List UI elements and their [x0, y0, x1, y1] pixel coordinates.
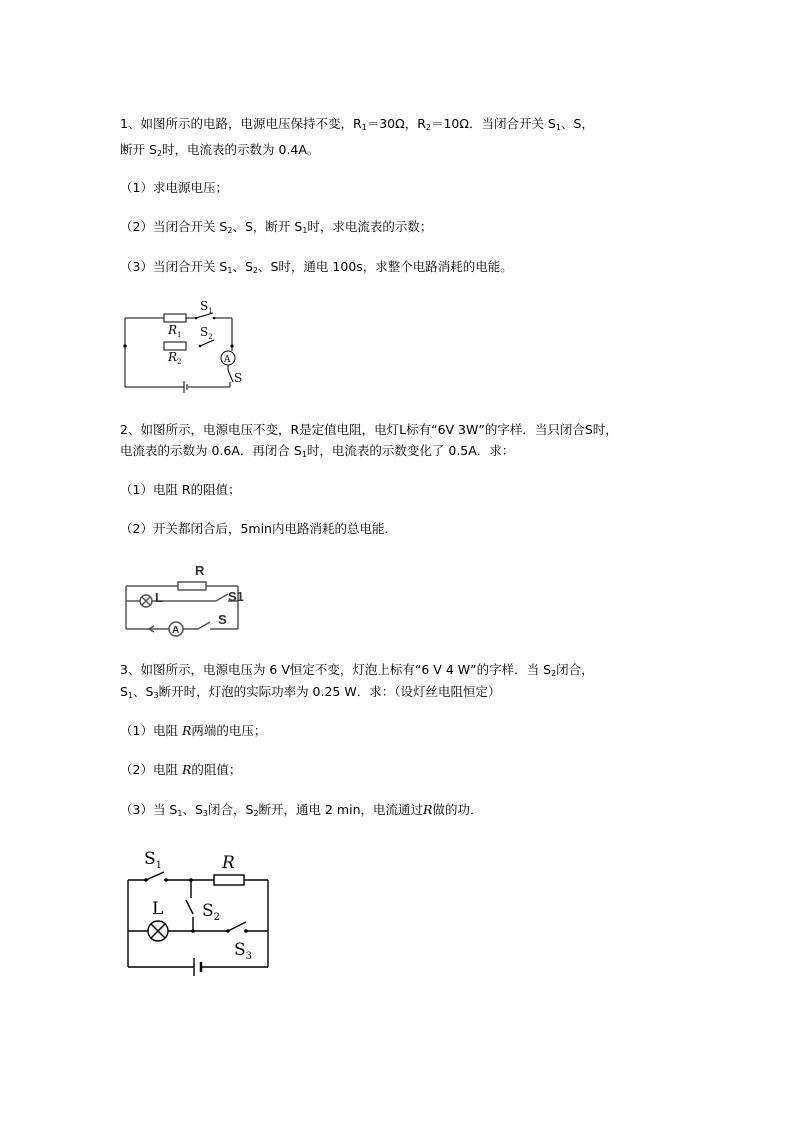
q1-text: 1、如图所示的电路，电源电压保持不变，R — [120, 116, 362, 131]
q1-switch-s — [228, 370, 233, 382]
q2-resistor-r — [178, 582, 206, 590]
r-label: R — [195, 563, 205, 578]
subscript: 1 — [361, 123, 367, 132]
svg-text:S1 — [144, 849, 162, 871]
subscript: 2 — [227, 226, 233, 235]
italic-r: R — [181, 762, 192, 777]
s3-label: S — [234, 940, 246, 960]
q1-text: 、S， — [560, 116, 594, 131]
q3-switch-s3 — [228, 922, 246, 931]
q3-switch-s2 — [186, 900, 193, 914]
q3-text: （1）电阻 — [120, 723, 182, 738]
q2-circuit-diagram — [118, 556, 258, 641]
q1-text: （3）当闭合开关 S — [120, 259, 228, 274]
subscript: 1 — [177, 331, 182, 339]
q2-text: （1）电阻 R的阻值； — [120, 482, 241, 497]
q3-line-2 — [120, 684, 500, 700]
q1-text: 时，电流表的示数为 0.4A。 — [162, 142, 320, 157]
q1-text: （2）当闭合开关 S — [120, 219, 228, 234]
subscript: 2 — [213, 912, 221, 923]
r2-label: R — [168, 350, 178, 364]
svg-text:S2 — [202, 901, 220, 923]
subscript: 1 — [302, 226, 308, 235]
subscript: 1 — [227, 266, 233, 275]
q1-text: 时，求电流表的示数； — [307, 219, 433, 234]
q1-text: ＝10Ω．当闭合开关 S — [430, 116, 556, 131]
q1-circuit-diagram — [118, 296, 258, 396]
q1-part-1 — [120, 180, 228, 196]
q3-text: 两端的电压； — [191, 723, 267, 738]
s1-label: S1 — [228, 589, 244, 604]
subscript: 3 — [245, 951, 253, 962]
subscript: 1 — [127, 691, 134, 700]
s-label: S — [234, 371, 243, 385]
q1-text: ＝30Ω，R — [366, 116, 426, 131]
ammeter-label: A — [172, 625, 180, 636]
q3-text: （3）当 S — [120, 802, 178, 817]
q3-resistor-r — [214, 875, 244, 885]
q3-line-1 — [120, 662, 594, 678]
subscript: 2 — [208, 333, 213, 341]
q3-text: S — [120, 684, 128, 699]
r-label: R — [222, 853, 235, 873]
q2-switch-s1 — [216, 594, 228, 601]
q2-text: （2）开关都闭合后，5min内电路消耗的总电能． — [120, 521, 397, 536]
subscript: 3 — [153, 691, 159, 700]
q1-text: 、S时，通电 100s，求整个电路消耗的电能。 — [258, 259, 513, 274]
q1-text: 断开 S — [120, 142, 157, 157]
s1-label: S — [144, 849, 156, 869]
q2-line-1 — [120, 422, 618, 438]
italic-r: R — [423, 802, 433, 817]
subscript: 2 — [551, 669, 557, 678]
subscript: 1 — [177, 809, 183, 818]
subscript: 2 — [156, 149, 163, 158]
q3-circuit-diagram — [118, 842, 278, 972]
svg-text:R2 — [167, 350, 182, 366]
subscript: 2 — [177, 358, 182, 366]
l-label: L — [152, 899, 164, 919]
q3-part-2 — [120, 762, 241, 778]
q3-text: 断开，通电 2 min，电流通过 — [258, 802, 424, 817]
q1-text: 、S — [232, 259, 253, 274]
q2-switch-s — [198, 622, 210, 629]
q3-text: 、S — [133, 684, 154, 699]
q2-text: 2、如图所示，电源电压不变，R是定值电阻，电灯L标有“6V 3W”的字样．当只闭合S时， — [120, 422, 618, 437]
s-label: S — [218, 612, 227, 627]
q1-text: 、S，断开 S — [232, 219, 303, 234]
subscript: 2 — [253, 809, 259, 818]
l-label: L — [155, 590, 163, 605]
q3-text: 断开时，灯泡的实际功率为 0.25 W．求：（设灯丝电阻恒定） — [158, 684, 501, 699]
s2-label: S — [202, 901, 214, 921]
q3-part-3 — [120, 802, 482, 818]
q3-switch-s1 — [146, 872, 164, 880]
q3-text: 闭合， — [556, 662, 594, 677]
q2-part-1 — [120, 482, 241, 498]
subscript: 1 — [555, 123, 561, 132]
subscript: 3 — [202, 809, 208, 818]
svg-text:S2 — [200, 325, 213, 341]
q2-line-2 — [120, 443, 514, 459]
q3-text: 、S — [182, 802, 203, 817]
italic-r: R — [181, 723, 192, 738]
q3-text: 的阻值； — [191, 762, 242, 777]
svg-text:S3 — [234, 940, 252, 962]
r1-label: R — [168, 323, 178, 337]
q3-text: 做的功． — [432, 802, 483, 817]
svg-text:R1 — [167, 323, 182, 339]
subscript: 1 — [301, 450, 307, 459]
q3-part-1 — [120, 723, 266, 739]
q3-text: （2）电阻 — [120, 762, 182, 777]
q2-text: 时，电流表的示数变化了 0.5A．求： — [306, 443, 515, 458]
q1-resistor-r2 — [164, 342, 186, 350]
subscript: 2 — [425, 123, 431, 132]
q2-part-2 — [120, 521, 397, 537]
q2-text: 电流表的示数为 0.6A．再闭合 S — [120, 443, 302, 458]
q1-line-1 — [120, 116, 594, 132]
s1-label: S — [200, 299, 209, 313]
subscript: 1 — [155, 860, 163, 871]
svg-text:S1 — [200, 299, 213, 315]
q1-resistor-r1 — [164, 314, 186, 322]
subscript: 2 — [252, 266, 258, 275]
q1-line-2 — [120, 142, 319, 158]
q3-text: 3、如图所示，电源电压为 6 V恒定不变，灯泡上标有“6 V 4 W”的字样．当 S — [120, 662, 552, 677]
q3-text: 闭合，S — [208, 802, 254, 817]
s2-label: S — [200, 325, 209, 339]
q1-part-2 — [120, 219, 432, 235]
ammeter-label: A — [224, 355, 231, 365]
q1-text: （1）求电源电压； — [120, 180, 228, 195]
subscript: 1 — [208, 307, 213, 315]
q1-part-3 — [120, 259, 513, 275]
